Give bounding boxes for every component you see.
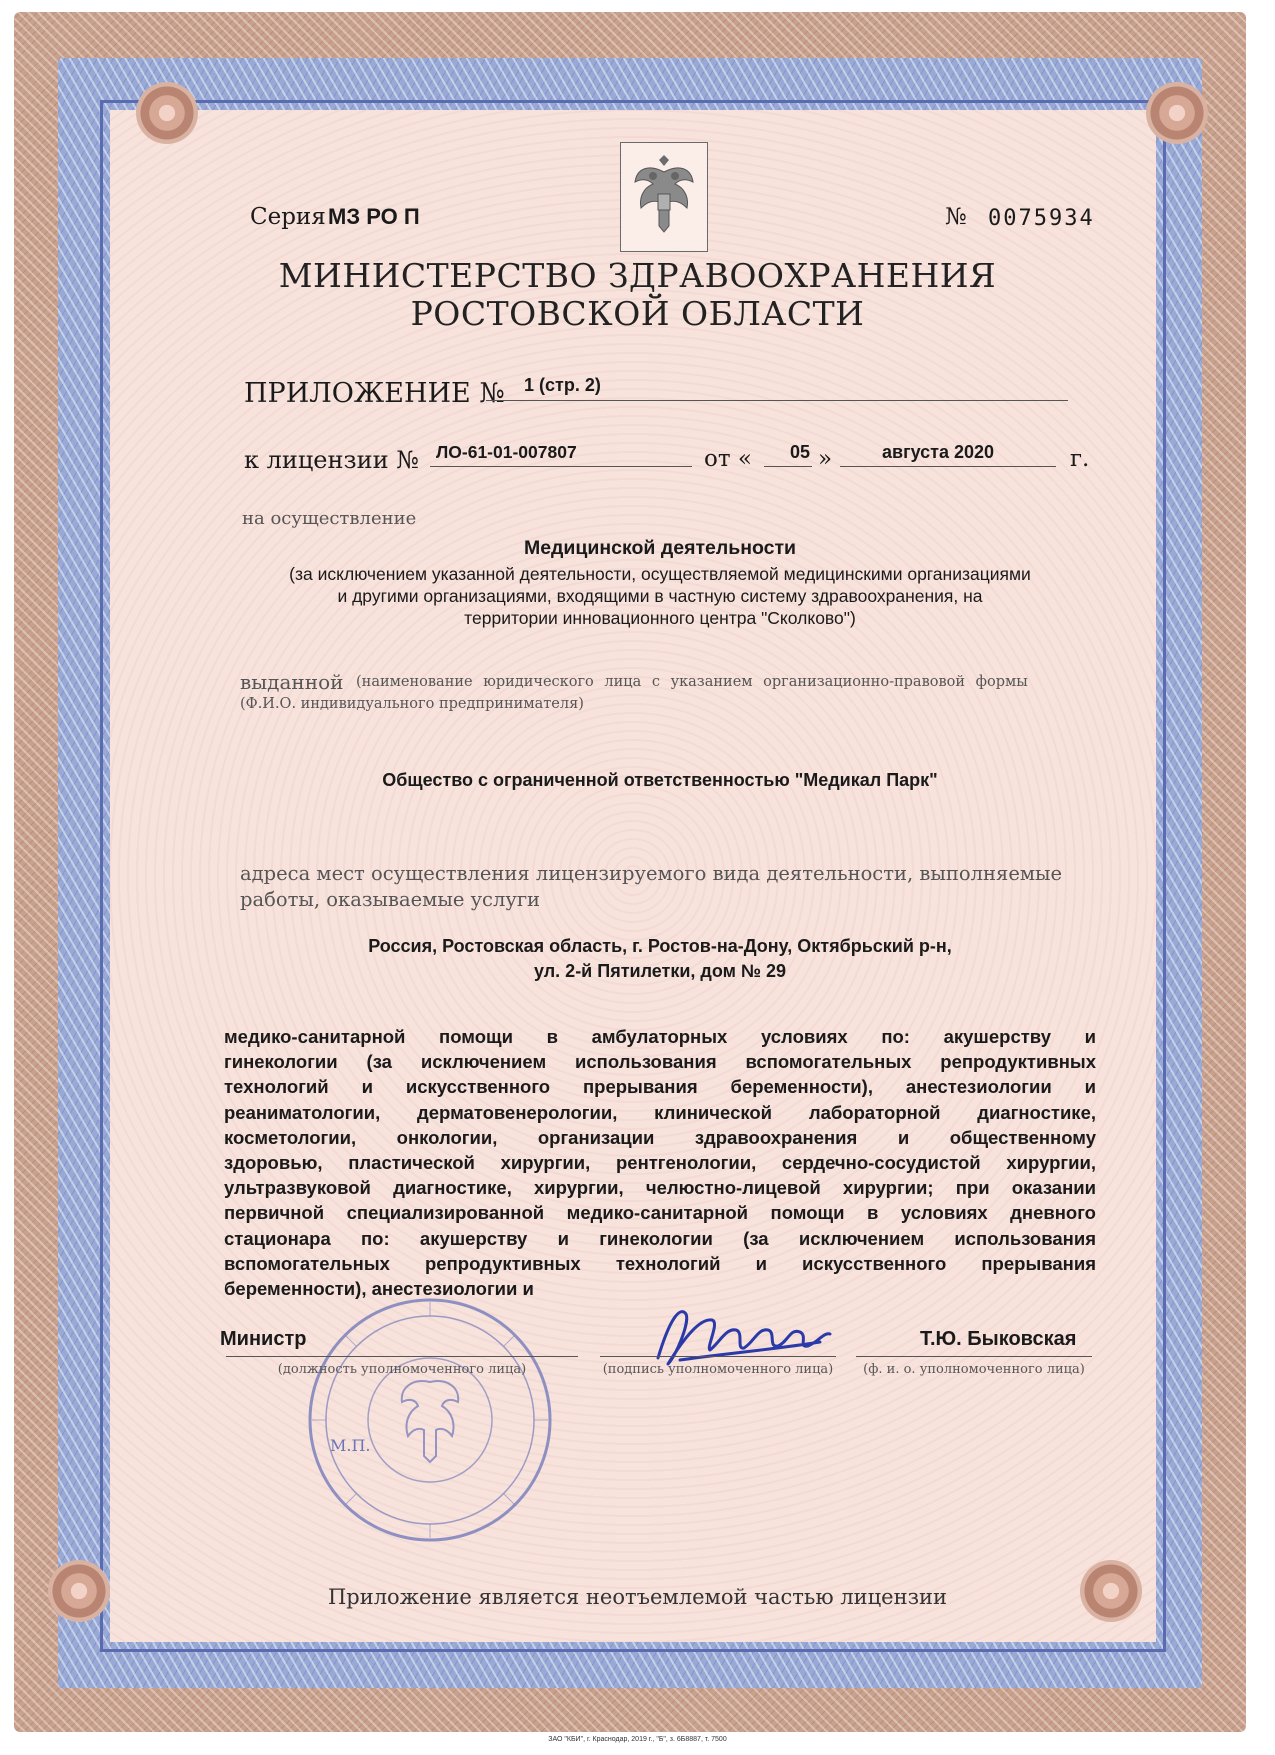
corner-rosette-top-left [136, 82, 198, 144]
address-label-line1: адреса мест осуществления лицензируемого вида деятельности, выполняемые [240, 862, 1063, 885]
license-month-year: августа 2020 [882, 442, 995, 462]
series-value: МЗ РО П [328, 204, 420, 229]
license-number: ЛО-61-01-007807 [436, 442, 577, 462]
activity-description-line: (за исключением указанной деятельности, осуществляемой медицинскими организациями [289, 564, 1031, 584]
issued-note-line1: (наименование юридического лица с указанием организационно-правовой формы [356, 674, 1028, 690]
signer-position: Министр [220, 1328, 307, 1350]
services-line: медико-санитарной помощи в амбулаторных условиях по: акушерству и [224, 1026, 1096, 1047]
activity-label: на осуществление [242, 508, 417, 529]
number-label: № [945, 204, 967, 230]
services-line: технологий и искусственного прерывания беременности), анестезиологии и [224, 1076, 1096, 1098]
address-line: ул. 2-й Пятилетки, дом № 29 [533, 961, 787, 981]
services-line: ультразвуковой диагностике, хирургии, челюстно-лицевой хирургии; при оказании [224, 1177, 1096, 1199]
license-label: к лицензии № [244, 446, 419, 474]
double-headed-eagle-icon [629, 152, 699, 242]
printer-imprint: ЗАО "КБИ", г. Краснодар, 2019 г., "Б", з. 6Б8887, т. 7500 [548, 1736, 727, 1743]
name-caption: (ф. и. о. уполномоченного лица) [863, 1362, 1085, 1377]
corner-rosette-top-right [1146, 82, 1208, 144]
stamp-place-label: М.П. [330, 1436, 371, 1455]
license-number-underline [430, 466, 692, 467]
license-year-suffix: г. [1070, 446, 1090, 472]
license-from-label: от « [704, 446, 752, 472]
license-close-quote: » [818, 446, 833, 472]
license-date-underline [840, 466, 1056, 467]
activity-description-line: территории инновационного центра "Сколково") [464, 608, 856, 628]
services-text [224, 1024, 1096, 1301]
signature-caption: (подпись уполномоченного лица) [602, 1362, 834, 1377]
ministry-title-line2: РОСТОВСКОЙ ОБЛАСТИ [410, 294, 865, 333]
signature-underline [600, 1356, 836, 1357]
name-underline [856, 1356, 1092, 1357]
position-underline [226, 1356, 578, 1357]
address-label-line2: работы, оказываемые услуги [240, 888, 541, 911]
appendix-label: ПРИЛОЖЕНИЕ № [244, 378, 505, 409]
appendix-value: 1 (стр. 2) [524, 375, 601, 395]
address-block [190, 934, 1130, 984]
organization-name: Общество с ограниченной ответственностью "Медикал Парк" [382, 770, 938, 790]
services-line: косметологии, онкологии, организации здравоохранения и общественному [224, 1126, 1096, 1148]
services-line: беременности), анестезиологии и [224, 1278, 534, 1300]
coat-of-arms-emblem [620, 142, 708, 252]
position-caption: (должность уполномоченного лица) [277, 1362, 527, 1377]
address-line: Россия, Ростовская область, г. Ростов-на-Дону, Октябрьский р-н, [368, 936, 952, 956]
appendix-footer-note: Приложение является неотъемлемой частью лицензии [327, 1585, 948, 1609]
activity-description [190, 563, 1130, 629]
services-line: реаниматологии, дерматовенерологии, клинической лабораторной диагностике, [224, 1101, 1096, 1123]
license-day-underline [764, 466, 812, 467]
license-day: 05 [790, 442, 811, 462]
series-label: Серия [250, 204, 326, 230]
issued-note-line2: (Ф.И.О. индивидуального предпринимателя) [240, 696, 584, 712]
ministry-title-line1: МИНИСТЕРСТВО ЗДРАВООХРАНЕНИЯ [278, 256, 997, 295]
activity-description-line: и другими организациями, входящими в частную систему здравоохранения, на [337, 586, 983, 606]
activity-title: Медицинской деятельности [523, 537, 797, 559]
services-line: стационара по: акушерству и гинекологии (за исключением использования [224, 1227, 1096, 1249]
services-line: первичной специализированной медико-санитарной помощи в условиях дневного [224, 1202, 1096, 1224]
number-value: 0075934 [988, 206, 1095, 231]
issued-label: выданной [240, 670, 344, 694]
signer-name: Т.Ю. Быковская [920, 1328, 1077, 1350]
appendix-underline [486, 400, 1068, 401]
services-line: здоровью, пластической хирургии, рентгенологии, сердечно-сосудистой хирургии, [224, 1152, 1096, 1174]
official-seal-stamp [300, 1290, 560, 1550]
services-line: вспомогательных репродуктивных технологий и искусственного прерывания [224, 1252, 1096, 1274]
services-line: гинекологии (за исключением использования вспомогательных репродуктивных [224, 1051, 1096, 1073]
